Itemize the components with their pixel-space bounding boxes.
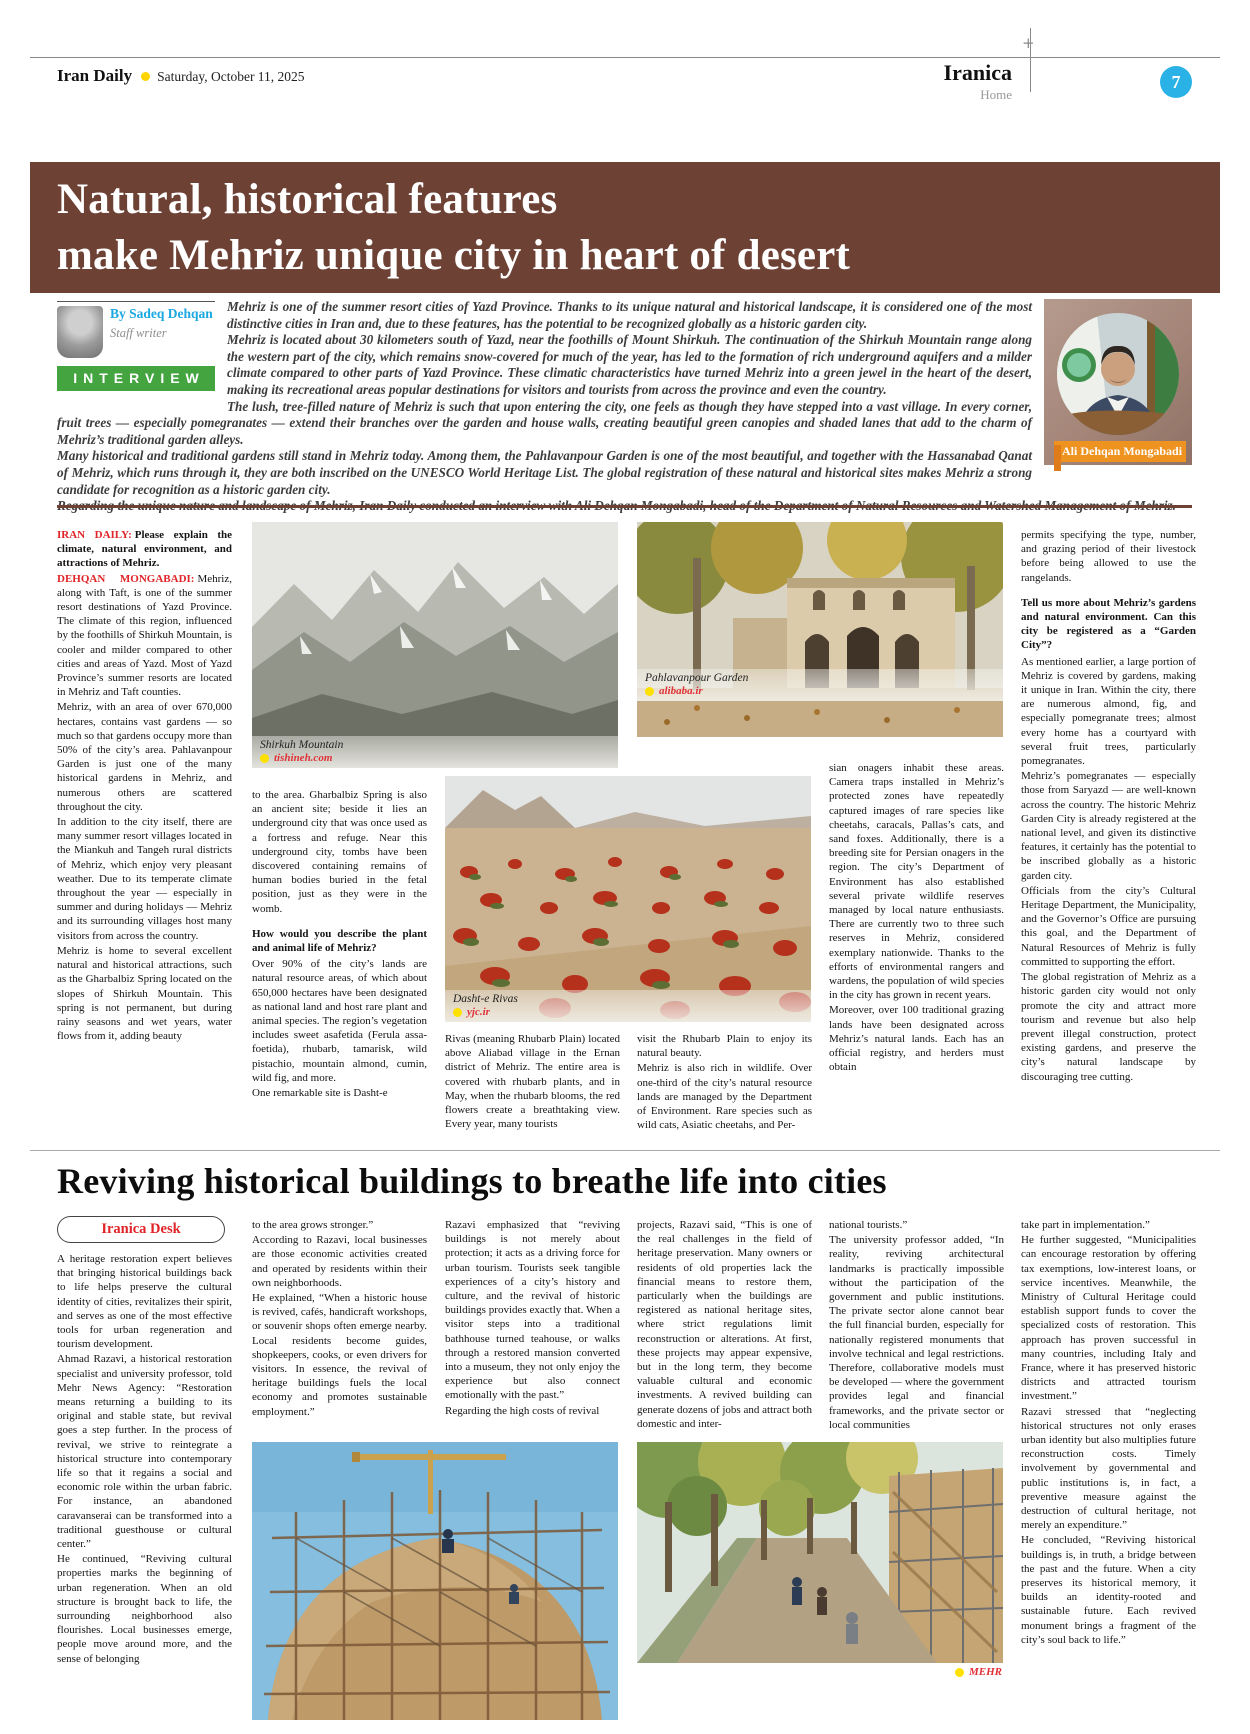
article2-column-2 [252,1218,427,1440]
lede-paragraph: Many historical and traditional gardens still stand in Mehriz today. Among them, the Pahlavanpour Garden is one of the most beautiful, and together with the Hassanabad Qanat of Mehriz, which runs through it, they are both inscribed on the UNESCO World Heritage List. The global registration of these natural and historical sites makes Mehriz a strong candidate for recognition as a historic garden city. [57,448,1032,497]
interview-column-4 [637,1032,812,1136]
answer-paragraph: Rivas (meaning Rhubarb Plain) located above Aliabad village in the Ernan district of Mehriz. The entire area is covered with rhubarb plants, and in May, when the rhubarb blooms, the red flowers create a breathtaking view. Every year, many tourists [445,1033,620,1131]
section-title: Iranica [943,60,1012,85]
section-brown-rule [57,505,1192,508]
credit-dot-icon [453,1008,462,1017]
body-paragraph: He concluded, “Reviving historical buildings is, in truth, a bridge between the past and the future. When a city preserves its historical memory, it builds an identity-rooted and sustainable future. Each revived monument brings a fragment of the city’s soul back to life.” [1021,1534,1196,1646]
byline-rule [57,301,215,302]
body-paragraph: He further suggested, “Municipalities can encourage restoration by offering tax exemptions, low-interest loans, or service incentives. Meanwhile, the Ministry of Cultural Heritage could establish support funds to cover the specialized costs of restoration. This approach has proven successful in many countries, including Italy and France, where it has preserved historic districts and attracted tourism investment.” [1021,1234,1196,1403]
iranica-desk-badge: Iranica Desk [57,1216,225,1243]
byline-role: Staff writer [110,325,167,340]
interviewee-caption: Ali Dehqan Mongabadi [1054,441,1186,462]
answer-paragraph: permits specifying the type, number, and grazing period of their livestock before being allowed to use the rangelands. [1021,529,1196,584]
byline-author: By Sadeq Dehqan [110,306,213,321]
crop-mark-icon: + [1022,34,1035,52]
interview-headline-band [30,162,1220,293]
interview-column-2 [252,788,427,1136]
photo-pahlavanpour-garden [637,522,1003,737]
body-paragraph: A heritage restoration expert believes that bringing historical buildings back to life helps preserve the cultural identity of cities, revitalizes their spirit, and serves as one of the most effective tools for urban regeneration and tourism development. [57,1253,232,1351]
question-paragraph: Tell us more about Mehriz’s gardens and natural environment. Can this city be registered as a “Garden City”? [1021,596,1196,652]
article2-column-6 [1021,1218,1196,1708]
answer-paragraph: to the area. Gharbalbiz Spring is also an ancient site; beside it lies an underground city that was once used as a fortress and refuge. Near this underground city, tombs have been discovered containing remains of human bodies buried in the fetal position, just as they were in the womb. [252,789,427,915]
interviewee-portrait-panel [1044,299,1192,465]
question-paragraph: How would you describe the plant and animal life of Mehriz? [252,927,427,955]
body-paragraph: The university professor added, “In reality, reviving architectural landmarks is practically impossible without the participation of the government and public institutions. The private sector alone cannot bear the full financial burden, especially for nationally registered monuments that involve technical and legal restrictions. Therefore, collaborative models must be developed — where the government provides legal and financial frameworks, and the private sector or local communities [829,1234,1004,1431]
answer-paragraph: Officials from the city’s Cultural Heritage Department, the Municipality, and the Governor’s Office are pursuing this goal, and the Department of Natural Resources of Mehriz is fully committed to supporting the effort. [1021,884,1196,968]
section-block [880,60,1012,103]
lede-paragraph: Mehriz is one of the summer resort cities of Yazd Province. Thanks to its unique natural and historical landscape, it is considered one of the most distinctive cities in Iran and, due to these features, has the potential to be recognized globally as a historic garden city. [227,299,1032,331]
photo-credit-mehr: MEHR [860,1666,1002,1678]
credit-dot-icon [955,1668,964,1677]
interview-badge: INTERVIEW [57,366,215,391]
body-paragraph: Razavi stressed that “neglecting historical structures not only erases urban identity but also multiplies future reconstruction costs. Timely involvement by governmental and public institutions is, in fact, a preventive measure against the destruction of cultural heritage, not merely an expenditure.” [1021,1405,1196,1532]
body-paragraph: take part in implementation.” [1021,1219,1150,1231]
answer-paragraph: As mentioned earlier, a large portion of Mehriz is covered by gardens, making it unique in Iran. Within the city, there are numerous almond, fig, and especially pomegranate trees; almost every home has a courtyard with several fruit trees, particularly pomegranates. [1021,655,1196,768]
paper-name: Iran Daily [57,66,133,85]
article-divider-rule [30,1150,1220,1151]
photo-dasht-e-rivas [445,776,811,1022]
credit-dot-icon [260,754,269,763]
body-paragraph: According to Razavi, local businesses are those economic activities created and operated by residents within their own neighborhoods. [252,1234,427,1289]
answer-paragraph: Mehriz’s pomegranates — especially those from Saryazd — are well-known across the country. The historic Mehriz Garden City is already registered at the national level, and given its distinctive features, it certainly has the potential to be inscribed globally as a historic garden city. [1021,770,1196,882]
photo-credit: alibaba.ir [645,685,1003,697]
article2-column-3 [445,1218,620,1440]
lede-paragraph: Mehriz is located about 30 kilometers south of Yazd, near the foothills of Mount Shirkuh. The continuation of the Shirkuh Mountain range along the western part of the city, which remains snow-covered for much of the year, has led to the formation of rich underground aquifers and a milder climate compared to other parts of Yazd Province. These climatic characteristics have turned Mehriz into a green jewel in the heart of the desert, making its recreational areas popular destinations for visitors and tourists from across the province and even the country. [227,332,1032,397]
body-paragraph: to the area grows stronger.” [252,1219,374,1231]
interview-column-6 [1021,528,1196,1136]
photo-title: Shirkuh Mountain [260,739,344,751]
body-paragraph: national tourists.” [829,1219,908,1231]
interview-headline: Natural, historical features make Mehriz unique city in heart of desert [57,176,851,279]
masthead-dot-icon [141,72,150,81]
answer-paragraph: Over 90% of the city’s lands are natural resource areas, of which about 650,000 hectares have been designated as national land and host rare plant and animal species. The region’s vegetation includes sweet asafetida (Ferula assa-foetida), rhubarb, tamarisk, wild pistachio, mountain almond, cumin, wild fig, and more. [252,958,427,1084]
answer-paragraph: Mehriz, with an area of over 670,000 hectares, contains vast gardens — so much so that gardens occupy more than 50% of the city’s area. Pahlavanpour Garden is just one of the many historical gardens in Mehriz, and numerous others are scattered throughout the city. [57,701,232,813]
author-headshot-avatar [57,306,103,358]
photo-caption [637,669,1003,701]
photo-credit: tishineh.com [260,752,618,764]
photo-credit: yjc.ir [453,1006,811,1018]
answer-paragraph: In addition to the city itself, there are many summer resort villages located in the Miankuh and Tangeh rural districts of Mehriz, which enjoy very pleasant weather. Due to its temperate climate throughout the year — especially in summer and during holidays — Mehriz and its surrounding villages host many visitors from across the country. [57,816,232,942]
lede-paragraph: The lush, tree-filled nature of Mehriz is such that upon entering the city, one feels as though they have stepped into a vast village. In every corner, fruit trees — especially pomegranates — extend their branches over the garden and house walls, creating beautiful green canopies and shaded lanes that add to the charm of Mehriz’s traditional garden alleys. [57,398,1032,447]
caption-tab [1054,445,1061,471]
body-paragraph: projects, Razavi said, “This is one of the real challenges in the field of heritage preservation. Many owners or residents of old properties lack the financial means to restore them, particularly when the buildings are registered as national heritage sites, where strict regulations limit reconstruction or alterations. At first, these projects may appear expensive, but in the long term, they become valuable cultural and economic investments. A revived building can generate dozens of jobs and attract both domestic and inter- [637,1219,812,1430]
answer-paragraph: sian onagers inhabit these areas. Camera traps installed in Mehriz’s protected zones have repeatedly captured images of rare species like cheetahs, caracals, Pallas’s cats, and sand foxes. Additionally, there is a breeding site for Persian onagers in the region. The city’s Department of Environment has also established several private wildlife reserves managed by local nature enthusiasts. There are currently two to three such reserves in Mehriz, considered exemplary nationwide. Thanks to the efforts of environmental rangers and wardens, the population of wild species in the city has grown in recent years. [829,762,1004,1002]
issue-date: Saturday, October 11, 2025 [157,69,305,84]
photo-dome-scaffolding [252,1442,618,1720]
answer-paragraph: Mehriz is also rich in wildlife. Over one-third of the city’s natural resource lands are managed by the Department of Environment. Rare species such as wild cats, Asiatic cheetahs, and Per- [637,1062,812,1132]
interviewee-photo [1057,313,1179,435]
answer-paragraph: DEHQAN MONGABADI: Mehriz, along with Taft, is one of the summer resort destinations of Yazd Province. The climate of this region, influenced by the foothills of Shirkuh Mountain, is cooler and milder compared to other cities and areas of Yazd. Most of Yazd Province’s summer resorts are located in Mehriz and Taft counties. [57,572,232,699]
body-paragraph: Razavi emphasized that “reviving buildings is not merely about protection; it acts as a driving force for urban tourism. Tourists seek tangible experiences of a city’s history and culture, and the revival of historic buildings provides exactly that. When a visitor steps into a traditional bathhouse turned teahouse, or walks through a restored mansion converted into a museum, they not only enjoy the experience but also connect emotionally with the past.” [445,1219,620,1402]
interview-column-1 [57,528,232,1136]
answer-paragraph: Mehriz is home to several excellent natural and historical attractions, such as the Gharbalbiz Spring located on the slopes of Shirkuh Mountain. This spring is not permanent, but during rainy seasons and wet years, water flows from it, adding beauty [57,944,232,1043]
interview-lede [57,299,1192,501]
article2-column-4 [637,1218,812,1440]
answer-paragraph: The global registration of Mehriz as a historic garden city would not only promote the city and attract more tourism and revenue but also help prevent illegal construction, protect existing gardens, and preserve the city’s natural landscape by discouraging tree cutting. [1021,971,1196,1083]
credit-dot-icon [645,687,654,696]
photo-street-restoration [637,1442,1003,1663]
section-subtitle: Home [980,87,1012,102]
byline-box [57,301,215,403]
interview-column-5 [829,761,1004,1136]
body-paragraph: Regarding the high costs of revival [445,1404,600,1417]
body-paragraph: He continued, “Reviving cultural properties marks the beginning of urban regeneration. When an old structure is brought back to life, the surrounding neighborhood also flourishes. Local businesses emerge, people move around more, and the sense of belonging [57,1553,232,1665]
masthead [57,66,305,86]
answer-paragraph: visit the Rhubarb Plain to enjoy its natural beauty. [637,1033,812,1060]
photo-caption [252,736,618,768]
interview-column-3 [445,1032,620,1136]
article2-column-5 [829,1218,1004,1440]
header-top-rule [30,57,1220,58]
photo-caption [445,990,811,1022]
photo-title: Dasht-e Rivas [453,993,518,1005]
body-paragraph: He explained, “When a historic house is revived, cafés, handicraft workshops, or souvenir shops often emerge nearby. Local residents become guides, shopkeepers, cooks, or even drivers for visitors. In essence, the revival of heritage buildings fuels the local economy and promotes sustainable employment.” [252,1292,427,1418]
article2-headline: Reviving historical buildings to breathe life into cities [57,1161,887,1201]
question-paragraph: IRAN DAILY: Please explain the climate, natural environment, and attractions of Mehriz. [57,529,232,570]
answer-paragraph: Moreover, over 100 traditional grazing lands have been designated across Mehriz’s natural lands. Each has an official registry, and herders must obtain [829,1004,1004,1074]
page-number-badge: 7 [1160,66,1192,98]
body-paragraph: Ahmad Razavi, a historical restoration specialist and university professor, told Mehr News Agency: “Restoration means returning a building to its original and stable state, but revival goes a step further. In the process of revival, we strive to reintegrate a historical structure into contemporary life so that it regains a social and economic role within the urban fabric. For instance, an abandoned caravanserai can be transformed into a traditional guesthouse or cultural center.” [57,1353,232,1551]
photo-shirkuh-mountain [252,522,618,768]
photo-title: Pahlavanpour Garden [645,672,749,684]
article2-column-1 [57,1252,232,1726]
answer-paragraph: One remarkable site is Dasht-e [252,1087,388,1100]
